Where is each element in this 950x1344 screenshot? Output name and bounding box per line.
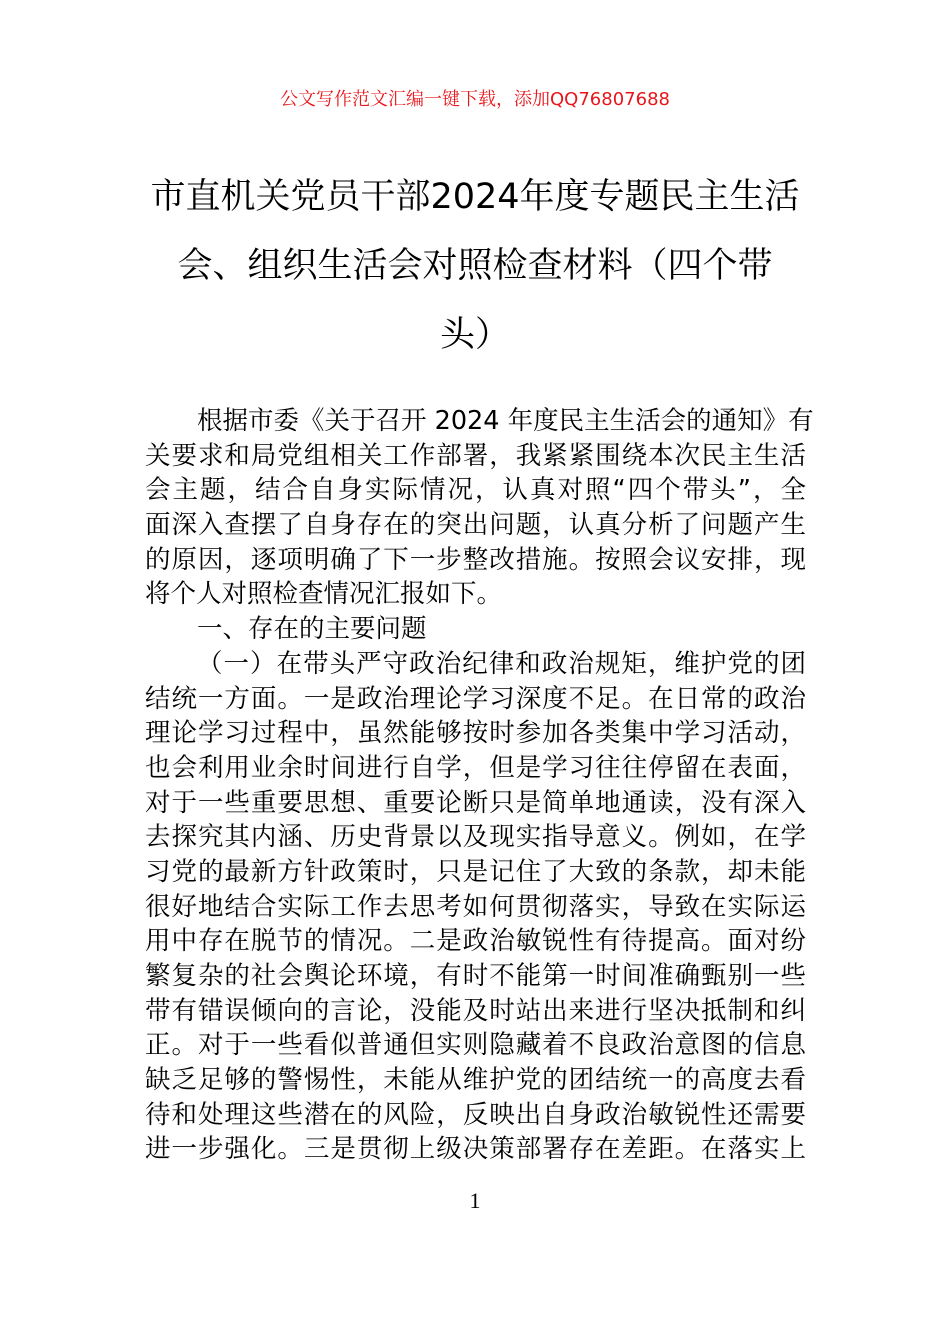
body-line: 对于一些重要思想、重要论断只是简单地通读，没有深入 — [145, 787, 806, 818]
body-line: 去探究其内涵、历史背景以及现实指导意义。例如，在学 — [145, 822, 806, 853]
body-line: 正。对于一些看似普通但实则隐藏着不良政治意图的信息 — [145, 1030, 806, 1061]
body-line: 的原因，逐项明确了下一步整改措施。按照会议安排，现 — [145, 544, 806, 575]
body-line: 缺乏足够的警惕性，未能从维护党的团结统一的高度去看 — [145, 1065, 806, 1096]
body-line: 也会利用业余时间进行自学，但是学习往往停留在表面， — [145, 752, 806, 783]
body-line: 带有错误倾向的言论，没能及时站出来进行坚决抵制和纠 — [145, 995, 806, 1026]
body-line: 很好地结合实际工作去思考如何贯彻落实，导致在实际运 — [145, 891, 806, 922]
title-line: 头） — [439, 315, 510, 355]
body-line: 面深入查摆了自身存在的突出问题，认真分析了问题产生 — [145, 510, 806, 541]
body-line: （一）在带头严守政治纪律和政治规矩，维护党的团 — [197, 648, 806, 679]
body-line: 待和处理这些潜在的风险，反映出自身政治敏锐性还需要 — [145, 1099, 806, 1130]
body-line: 根据市委《关于召开 2024 年度民主生活会的通知》有 — [197, 406, 814, 436]
body-line: 习党的最新方针政策时，只是记住了大致的条款，却未能 — [145, 856, 806, 887]
body-line: 会主题，结合自身实际情况，认真对照“四个带头”，全 — [145, 475, 806, 506]
section-heading: 一、存在的主要问题 — [197, 614, 427, 645]
body-line: 将个人对照检查情况汇报如下。 — [145, 579, 503, 610]
body-line: 用中存在脱节的情况。二是政治敏锐性有待提高。面对纷 — [145, 926, 806, 957]
body-line: 结统一方面。一是政治理论学习深度不足。在日常的政治 — [145, 683, 806, 714]
body-line: 进一步强化。三是贯彻上级决策部署存在差距。在落实上 — [145, 1134, 806, 1165]
title-line: 会、组织生活会对照检查材料（四个带 — [177, 246, 773, 286]
page-number: 1 — [469, 1188, 481, 1213]
body-line: 关要求和局党组相关工作部署，我紧紧围绕本次民主生活 — [145, 440, 806, 471]
document-body — [145, 404, 814, 1167]
download-banner: 公文写作范文汇编一键下载，添加QQ76807688 — [280, 89, 670, 110]
body-line: 理论学习过程中，虽然能够按时参加各类集中学习活动， — [145, 718, 806, 749]
document-title — [140, 172, 810, 379]
body-line: 繁复杂的社会舆论环境，有时不能第一时间准确甄别一些 — [145, 961, 806, 991]
title-line: 市直机关党员干部2024年度专题民主生活 — [150, 177, 800, 217]
